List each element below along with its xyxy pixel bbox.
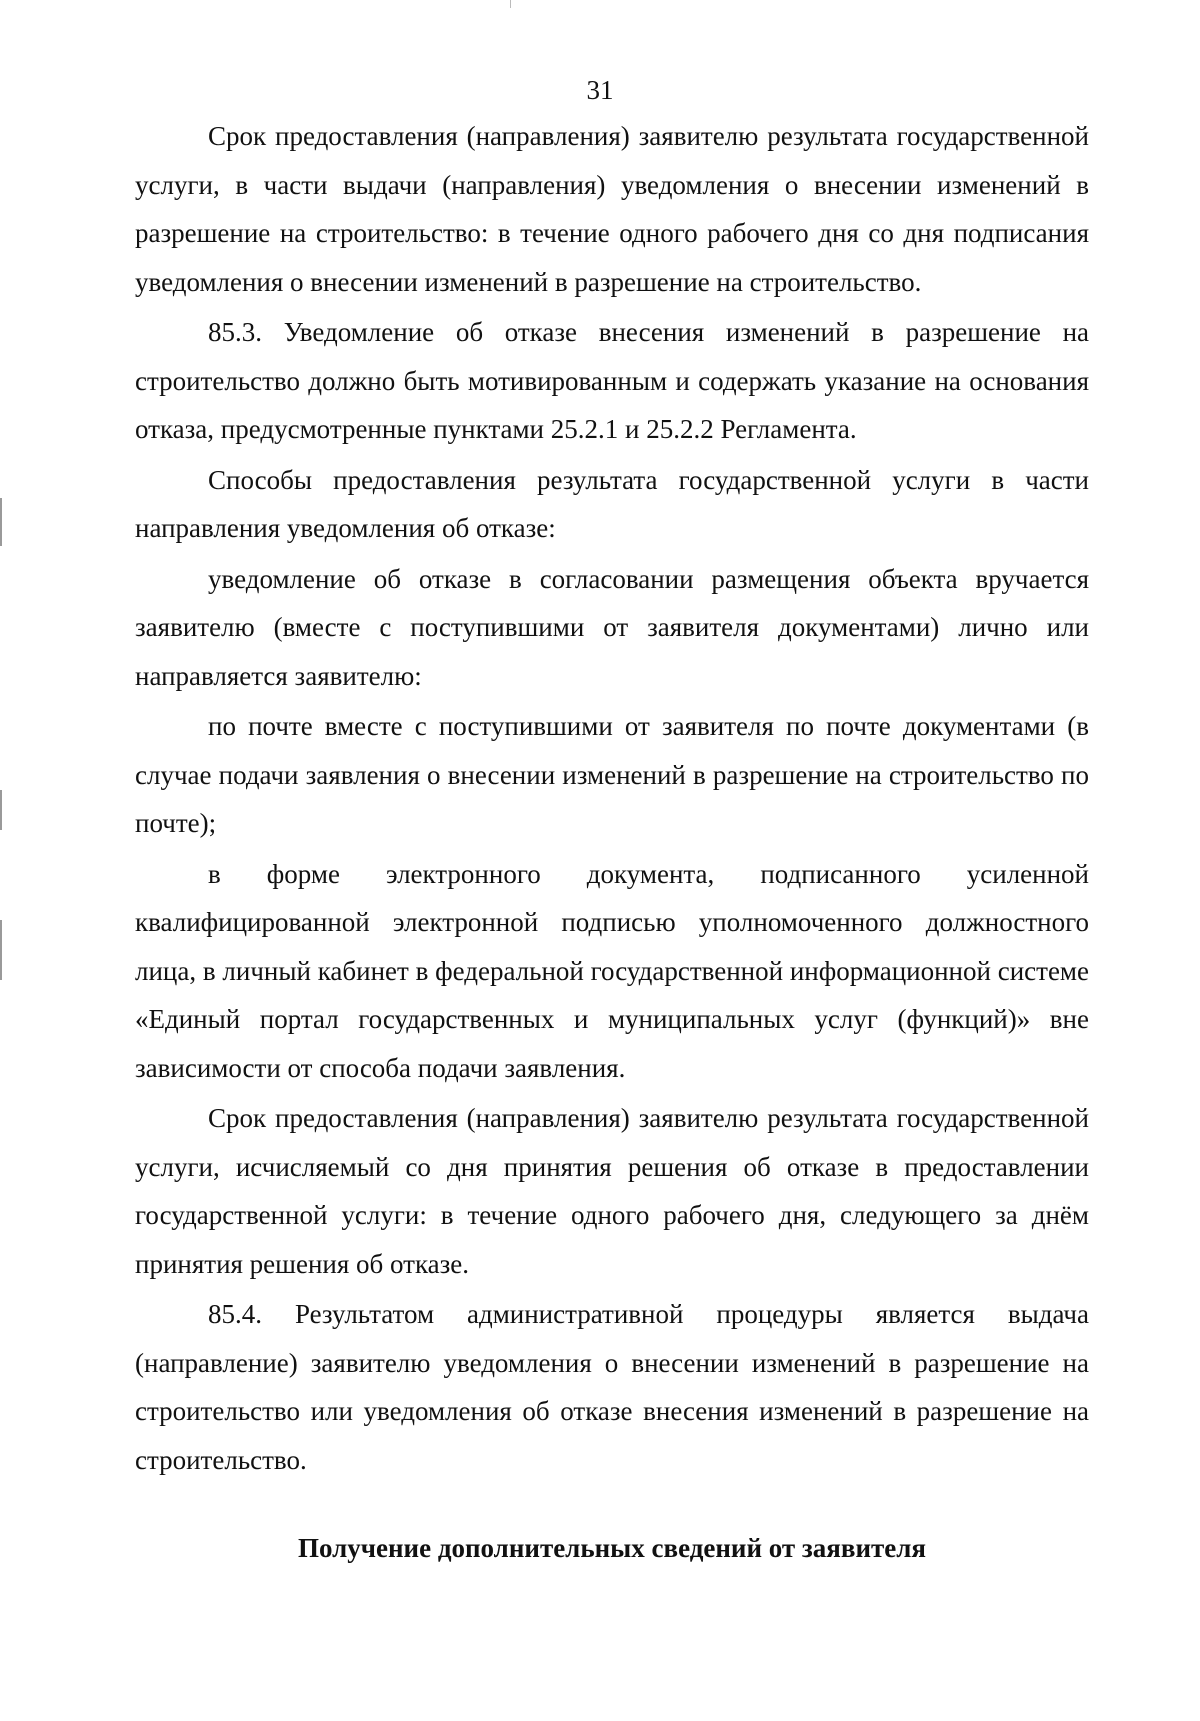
- scan-edge-mark: [0, 790, 2, 830]
- paragraph: по почте вместе с поступившими от заявителя по почте документами (в случае подачи заявления о внесении изменений в разрешение на строительство по почте);: [135, 711, 1089, 838]
- page-number: 31: [586, 75, 614, 105]
- paragraph: Срок предоставления (направления) заявителю результата государственной услуги, исчисляемый со дня принятия решения об отказе в предоставлении государственной услуги: в течение одного рабочего дня, следующего за днём принятия решения об отказе.: [135, 1103, 1089, 1279]
- section-heading: Получение дополнительных сведений от заявителя: [297, 1533, 927, 1563]
- scan-mark: [510, 0, 511, 8]
- paragraph: Срок предоставления (направления) заявителю результата государственной услуги, в части выдачи (направления) уведомления о внесении изменений в разрешение на строительство: в течение одного рабочего дня со дня подписания уведомления о внесении изменений в разрешение на строительство.: [135, 121, 1089, 297]
- document-body: [135, 112, 1089, 1572]
- paragraph: 85.4. Результатом административной процедуры является выдача (направление) заявителю уведомления о внесении изменений в разрешение на строительство или уведомления об отказе внесения изменений в разрешение на строительство.: [135, 1299, 1089, 1475]
- paragraph: уведомление об отказе в согласовании размещения объекта вручается заявителю (вместе с поступившими от заявителя документами) лично или направляется заявителю:: [135, 563, 1089, 691]
- scan-edge-mark: [0, 920, 2, 980]
- paragraph: Способы предоставления результата государственной услуги в части направления уведомления об отказе:: [135, 464, 1089, 543]
- scan-edge-mark: [0, 498, 2, 546]
- paragraph: в форме электронного документа, подписанного усиленной квалифицированной электронной подписью уполномоченного должностного лица, в личный кабинет в федеральной государственной информационной системе «Единый портал государственных и муниципальных услуг (функций)» вне зависимости от способа подачи заявления.: [135, 858, 1089, 1083]
- paragraph: 85.3. Уведомление об отказе внесения изменений в разрешение на строительство должно быть мотивированным и содержать указание на основания отказа, предусмотренные пунктами 25.2.1 и 25.2.2 Регламента.: [135, 317, 1089, 444]
